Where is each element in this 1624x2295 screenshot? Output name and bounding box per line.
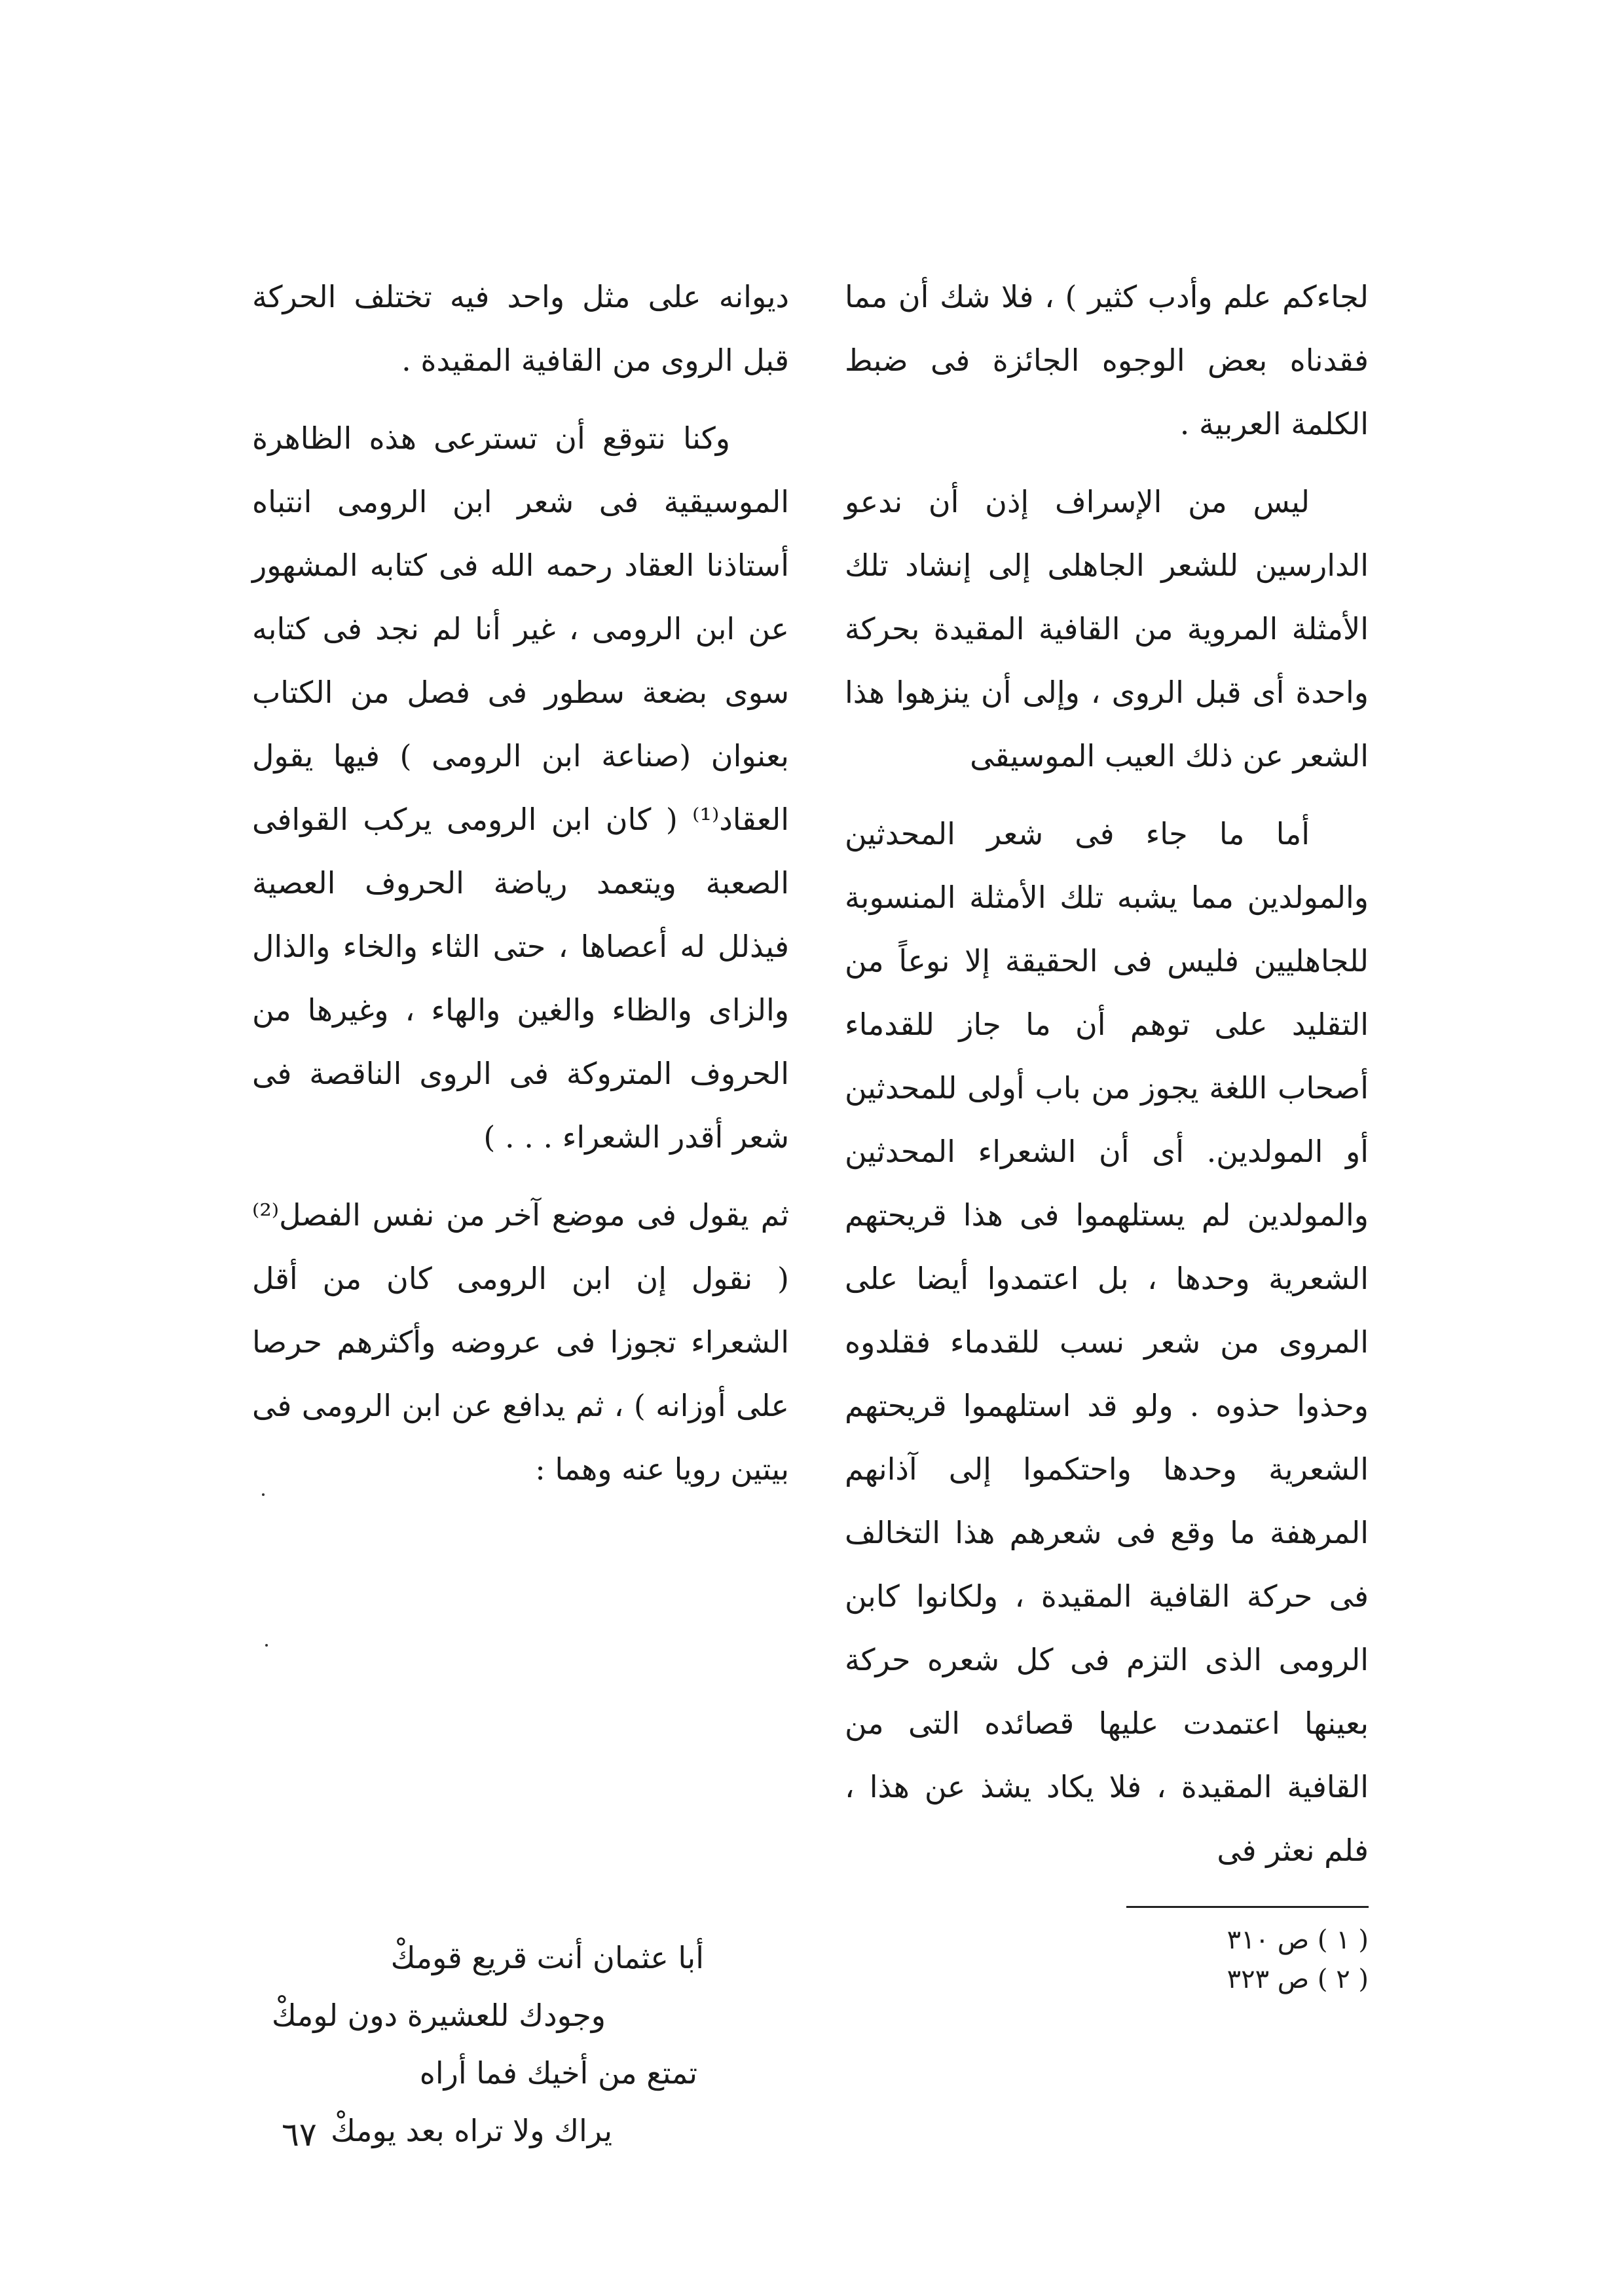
verse-line: أبا عثمان أنت قريع قومكْ	[390, 1940, 704, 1975]
paragraph: لجاءكم علم وأدب كثير ) ، فلا شك أن مما فقدناه بعض الوجوه الجائزة فى ضبط الكلمة العربية .	[845, 279, 1369, 441]
scan-speck	[262, 1493, 265, 1496]
footnotes	[976, 1920, 1369, 1999]
left-text-column	[252, 265, 789, 1516]
footnote: ( ١ ) ص ٣١٠	[1227, 1925, 1369, 1955]
poem-verses	[259, 1929, 783, 2159]
paragraph: وكنا نتوقع أن تسترعى هذه الظاهرة الموسيقية فى شعر ابن الرومى انتباه أستاذنا العقاد رحمه الله فى كتابه المشهور عن ابن الرومى ، غير أنا لم نجد فى كتابه سوى بضعة سطور فى فصل من الكتاب بعنوان (صناعة ابن الرومى ) فيها يقول العقاد⁽¹⁾ ( كان ابن الرومى يركب القوافى الصعبة ويتعمد رياضة الحروف العصية فيذلل له أعصاها ، حتى الثاء والخاء والذال والزاى والظاء والغين والهاء ، وغيرها من الحروف المتروكة فى الروى الناقصة فى شعر أقدر الشعراء . . . )	[252, 420, 789, 1155]
footnote-divider	[1126, 1906, 1369, 1908]
scan-speck	[265, 1644, 268, 1647]
right-text-column	[845, 265, 1369, 1897]
paragraph: ديوانه على مثل واحد فيه تختلف الحركة قبل الروى من القافية المقيدة .	[252, 279, 789, 378]
verse-line: يراك ولا تراه بعد يومكْ	[331, 2113, 612, 2148]
footnote: ( ٢ ) ص ٣٢٣	[1227, 1964, 1369, 1994]
paragraph: ليس من الإسراف إذن أن ندعو الدارسين للشعر الجاهلى إلى إنشاد تلك الأمثلة المروية من القافية المقيدة بحركة واحدة أى قبل الروى ، وإلى أن ينزهوا هذا الشعر عن ذلك العيب الموسيقى	[845, 484, 1369, 774]
paragraph: ثم يقول فى موضع آخر من نفس الفصل⁽²⁾ ( نقول إن ابن الرومى كان من أقل الشعراء تجوزا فى عروضه وأكثرهم حرصا على أوزانه ) ، ثم يدافع عن ابن الرومى فى بيتين رويا عنه وهما :	[252, 1197, 789, 1487]
page-number: ٦٧	[282, 2116, 317, 2154]
paragraph: أما ما جاء فى شعر المحدثين والمولدين مما يشبه تلك الأمثلة المنسوبة للجاهليين فليس فى الحقيقة إلا نوعاً من التقليد على توهم أن ما جاز للقدماء أصحاب اللغة يجوز من باب أولى للمحدثين أو المولدين. أى أن الشعراء المحدثين والمولدين لم يستلهموا فى هذا قريحتهم الشعرية وحدها ، بل اعتمدوا أيضا على المروى من شعر نسب للقدماء فقلدوه وحذوا حذوه . ولو قد استلهموا قريحتهم الشعرية وحدها واحتكموا إلى آذانهم المرهفة ما وقع فى شعرهم هذا التخالف فى حركة القافية المقيدة ، ولكانوا كابن الرومى الذى التزم فى كل شعره حركة بعينها اعتمدت عليها قصائده التى من القافية المقيدة ، فلا يكاد يشذ عن هذا ، فلم نعثر فى	[845, 816, 1369, 1868]
verse-line: وجودك للعشيرة دون لومكْ	[271, 1998, 606, 2033]
verse-line: تمتع من أخيك فما أراه	[419, 2055, 697, 2091]
